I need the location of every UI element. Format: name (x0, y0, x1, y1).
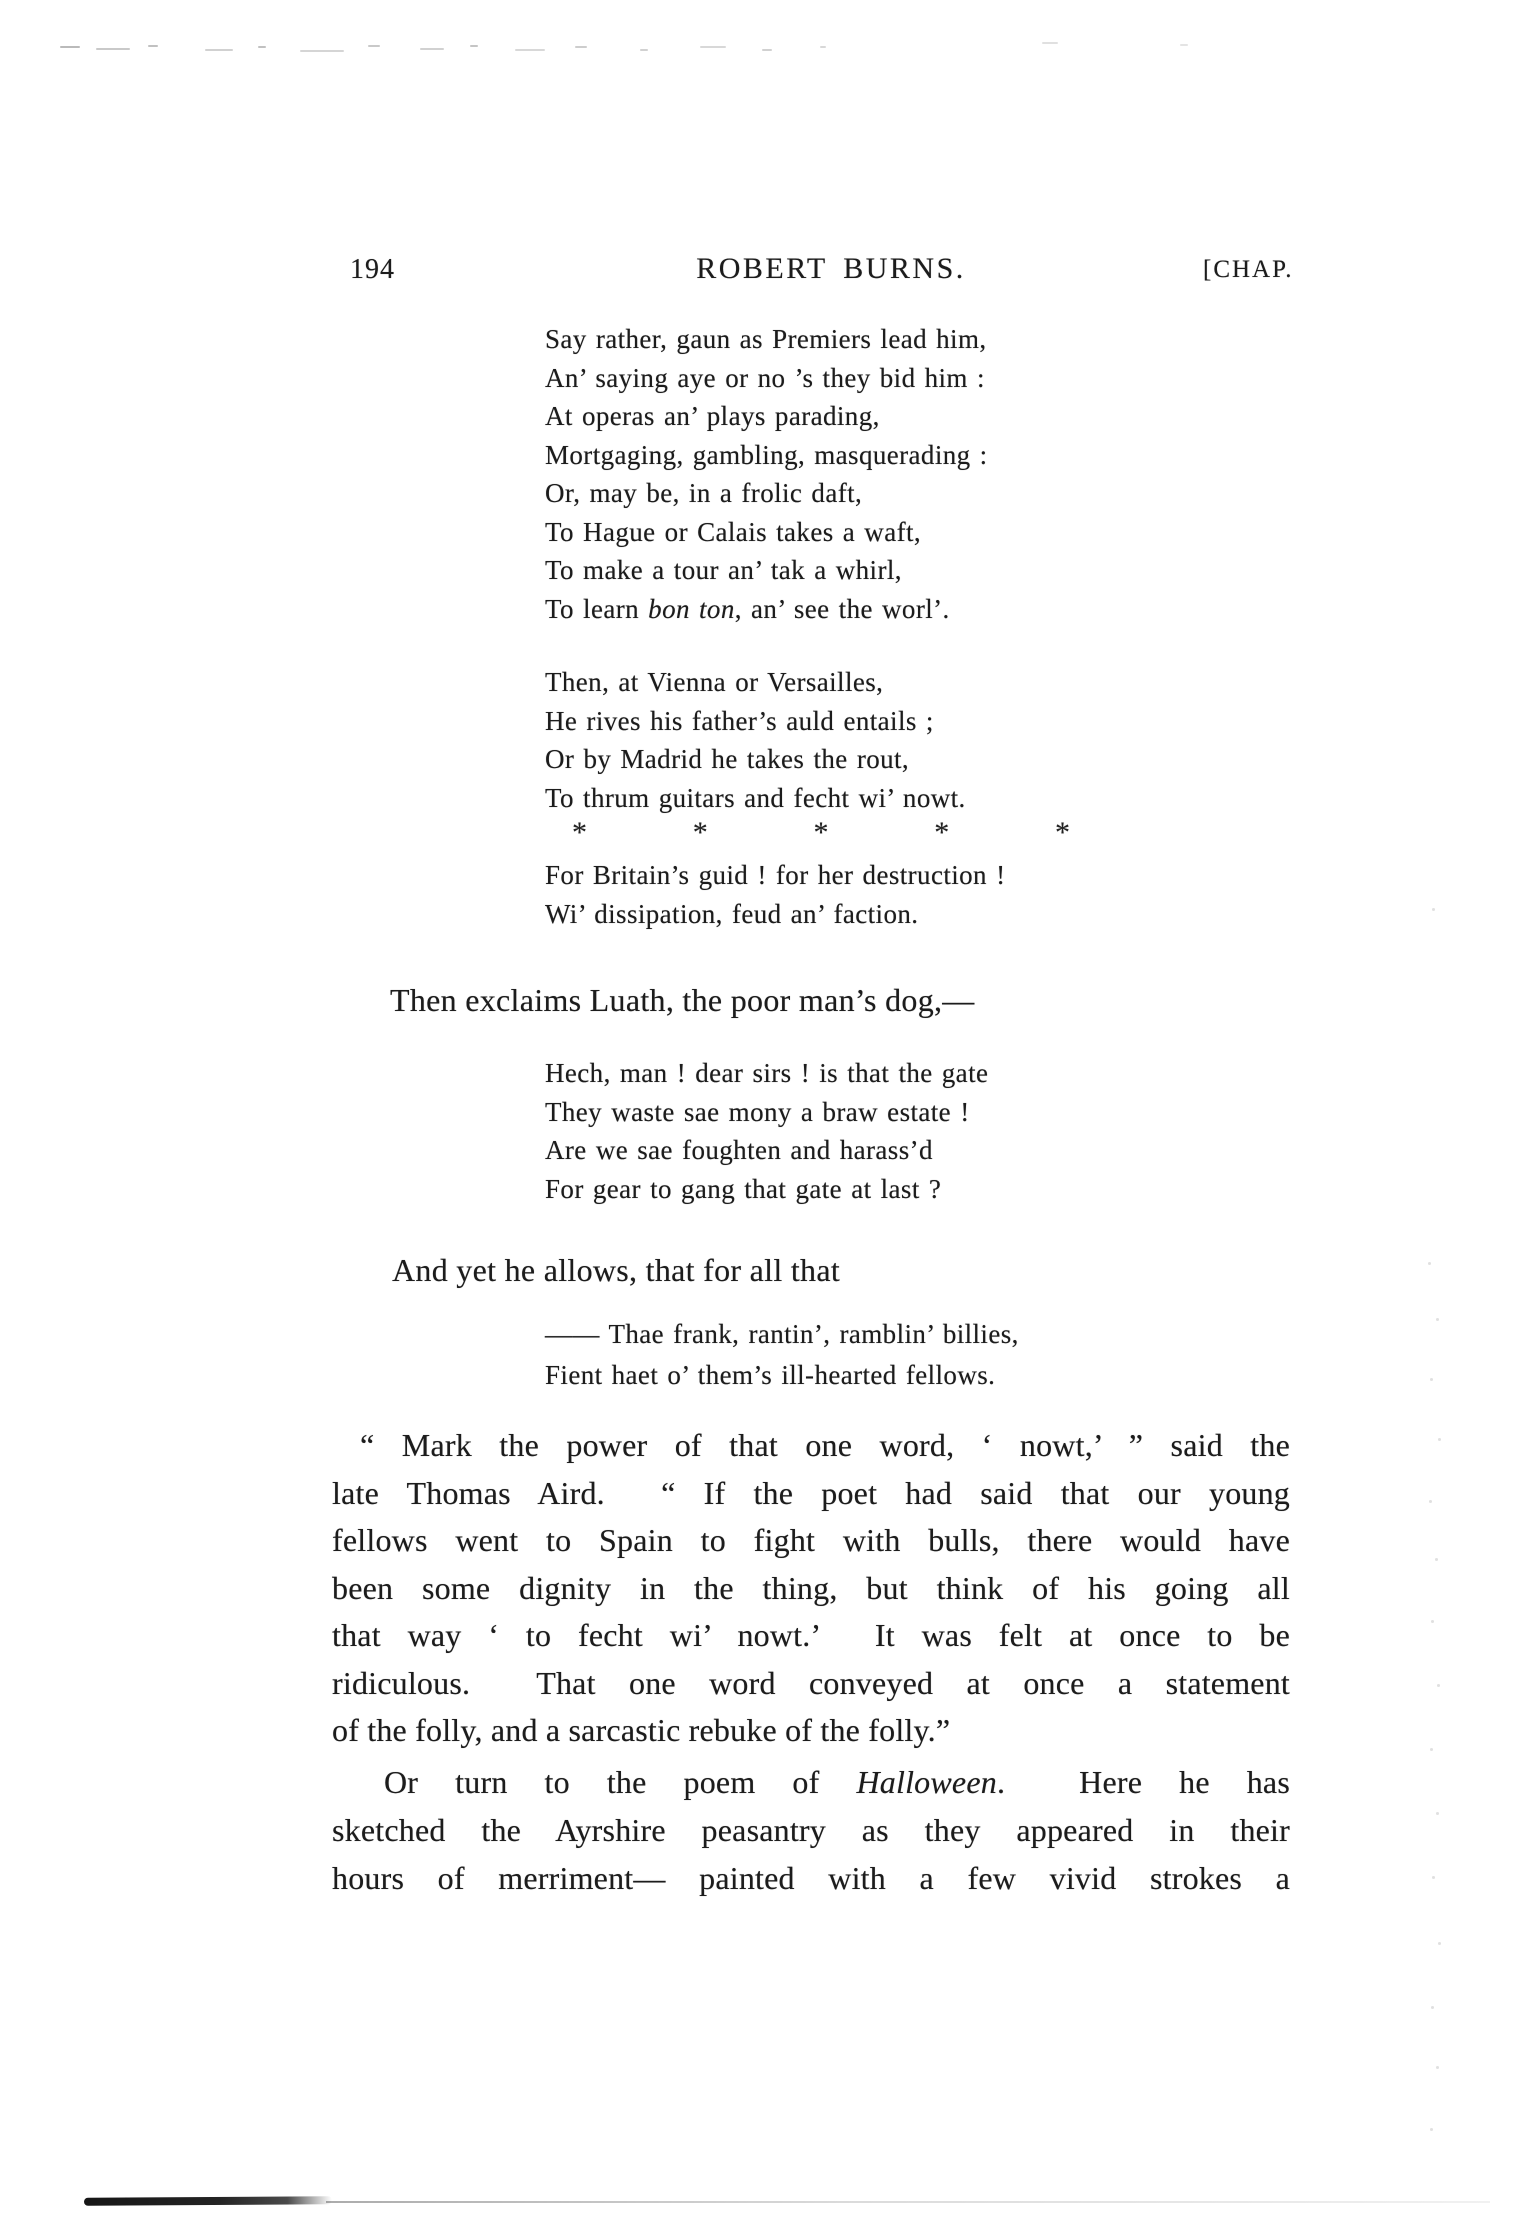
running-title: ROBERT BURNS. (696, 252, 966, 285)
scan-speck (1430, 1378, 1433, 1381)
page-header (0, 252, 1518, 294)
poem-stanza-2 (545, 663, 966, 817)
text-segment: Are we sae foughten and harass’d (545, 1135, 933, 1165)
text-segment: Then, at Vienna or Versailles, (545, 667, 884, 697)
scan-speck (1438, 1942, 1441, 1945)
prose-interjection-2 (392, 1252, 840, 1289)
text-segment: —— Thae frank, rantin’, ramblin’ billies, (545, 1319, 1019, 1349)
scan-artifact-dash (368, 45, 380, 47)
paragraph-line (332, 1854, 1290, 1902)
prose-interjection-1 (390, 982, 975, 1019)
italic-text: bon ton (648, 593, 735, 624)
scan-artifact-dash (762, 49, 772, 51)
asterisk: * (572, 816, 587, 849)
poem-line (545, 513, 988, 552)
scan-artifact-dash (575, 46, 587, 48)
scan-speck (1428, 1262, 1431, 1265)
scan-artifact-dash (205, 49, 233, 51)
scan-artifact-dash (96, 48, 130, 50)
text-segment: To learn (545, 593, 649, 624)
poem-line (545, 359, 988, 398)
scan-speck (1435, 1558, 1438, 1561)
asterisk: * (1055, 816, 1070, 849)
text-segment: fellows went to Spain to fight with bulls, there would have (332, 1522, 1290, 1558)
text-segment: ridiculous. That one word conveyed at once a statement (332, 1664, 1290, 1701)
scan-artifact-dash (258, 46, 266, 48)
text-segment: sketched the Ayrshire peasantry as they appeared in their (332, 1812, 1290, 1848)
text-segment: Fient haet o’ them’s ill-hearted fellows. (545, 1360, 996, 1390)
poem-stanza-2-continued (545, 856, 1005, 934)
text-segment: To thrum guitars and fecht wi’ nowt. (545, 782, 966, 813)
poem-line (545, 436, 988, 475)
italic-text: Halloween (856, 1764, 997, 1800)
text-segment: Or, may be, in a frolic daft, (545, 478, 863, 508)
text-segment: An’ saying aye or no ’s they bid him : (545, 362, 985, 393)
paragraph-line (332, 1707, 1290, 1755)
scan-speck (1431, 2006, 1434, 2009)
text-segment: Wi’ dissipation, feud an’ faction. (545, 899, 919, 929)
prose-paragraph-1 (332, 1422, 1290, 1755)
scan-artifact-dash (300, 50, 344, 52)
text-segment: Hech, man ! dear sirs ! is that the gate (545, 1058, 989, 1088)
text-segment: “ Mark the power of that one word, ‘ nowt,’ ” said the (360, 1427, 1290, 1463)
poem-line (545, 663, 966, 702)
scan-speck (1436, 2066, 1439, 2069)
text-segment: For gear to gang that gate at last ? (545, 1173, 942, 1204)
paragraph-line (332, 1517, 1290, 1565)
scan-artifact-dash (60, 46, 80, 48)
paragraph-line (332, 1806, 1290, 1854)
paragraph-line (332, 1565, 1290, 1613)
text-segment: Or by Madrid he takes the rout, (545, 744, 910, 774)
text-segment: At operas an’ plays parading, (545, 401, 880, 431)
text-segment: For Britain’s guid ! for her destruction ! (545, 860, 1006, 890)
prose-paragraph-2 (332, 1758, 1290, 1902)
poem-line (545, 895, 1005, 934)
text-segment: . Here he has (996, 1764, 1290, 1800)
paragraph-line (332, 1660, 1290, 1708)
page-number: 194 (350, 254, 395, 285)
text-segment: Or turn to the poem of (384, 1764, 857, 1800)
chapter-label: [CHAP. (1203, 256, 1294, 283)
scan-speck (1432, 908, 1435, 911)
poem-couplet (545, 1314, 1019, 1396)
poem-line (545, 1314, 1019, 1355)
poem-line (545, 474, 988, 513)
scan-artifact-dash (420, 48, 444, 50)
poem-line (545, 779, 966, 818)
text-segment: To Hague or Calais takes a waft, (545, 516, 922, 547)
text-segment: of the folly, and a sarcastic rebuke of the folly.” (332, 1712, 951, 1748)
scan-speck (1438, 1438, 1441, 1441)
scan-artifact-dash (515, 49, 545, 51)
text-segment: To make a tour an’ tak a whirl, (545, 555, 902, 585)
paragraph-line (332, 1422, 1290, 1470)
scan-artifact-dash (1042, 42, 1058, 44)
scan-artifact-dash (1180, 44, 1188, 46)
text-segment: They waste sae mony a braw estate ! (545, 1096, 970, 1127)
text-segment: that way ‘ to fecht wi’ nowt.’ It was felt at once to be (332, 1617, 1290, 1653)
text-segment: , an’ see the worl’. (734, 593, 950, 624)
text-segment: Say rather, gaun as Premiers lead him, (545, 324, 987, 354)
poem-line (545, 1170, 988, 1209)
poem-line (545, 1093, 988, 1132)
text-segment: He rives his father’s auld entails ; (545, 705, 934, 736)
text-segment: hours of merriment— painted with a few vivid strokes a (332, 1860, 1290, 1896)
poem-line (545, 1054, 988, 1093)
scan-artifact-dash (148, 45, 158, 47)
scan-artifact-dash (700, 46, 726, 48)
text-segment: Mortgaging, gambling, masquerading : (545, 439, 988, 470)
text-segment: been some dignity in the thing, but think of his going all (332, 1569, 1290, 1606)
scan-speck (1437, 1684, 1440, 1687)
poem-stanza-1 (545, 320, 988, 628)
poem-line (545, 702, 966, 741)
asterisk: * (692, 816, 708, 849)
scan-speck (1436, 1318, 1439, 1321)
text-segment: And yet he allows, that for all that (392, 1252, 841, 1288)
poem-line (545, 1355, 1019, 1396)
scan-artifact-bottom-line-faint (326, 2201, 1490, 2203)
poem-line (545, 1131, 988, 1170)
asterisk: * (813, 816, 829, 849)
scan-speck (1429, 1500, 1432, 1503)
scan-artifact-dash (820, 46, 826, 48)
scan-speck (1431, 1620, 1434, 1623)
scan-speck (1430, 2128, 1433, 2131)
asterisk: * (934, 816, 950, 849)
poem-line (545, 856, 1005, 895)
poem-line (545, 551, 988, 590)
poem-line (545, 590, 988, 629)
scan-speck (1430, 1748, 1433, 1751)
paragraph-line (332, 1470, 1290, 1518)
text-segment: late Thomas Aird. “ If the poet had said that our young (332, 1474, 1290, 1511)
scan-artifact-dash (470, 45, 478, 47)
poem-line (545, 740, 966, 779)
asterisk-separator (572, 816, 1070, 850)
scan-speck (1432, 1876, 1435, 1879)
poem-line (545, 320, 988, 359)
scan-artifact-dash (640, 49, 648, 51)
scan-speck (1436, 1812, 1439, 1815)
scan-artifact-bottom-line (84, 2196, 332, 2206)
paragraph-line (332, 1612, 1290, 1660)
paragraph-line (332, 1758, 1290, 1806)
poem-line (545, 397, 988, 436)
text-segment: Then exclaims Luath, the poor man’s dog,— (390, 982, 975, 1018)
poem-stanza-3 (545, 1054, 988, 1208)
